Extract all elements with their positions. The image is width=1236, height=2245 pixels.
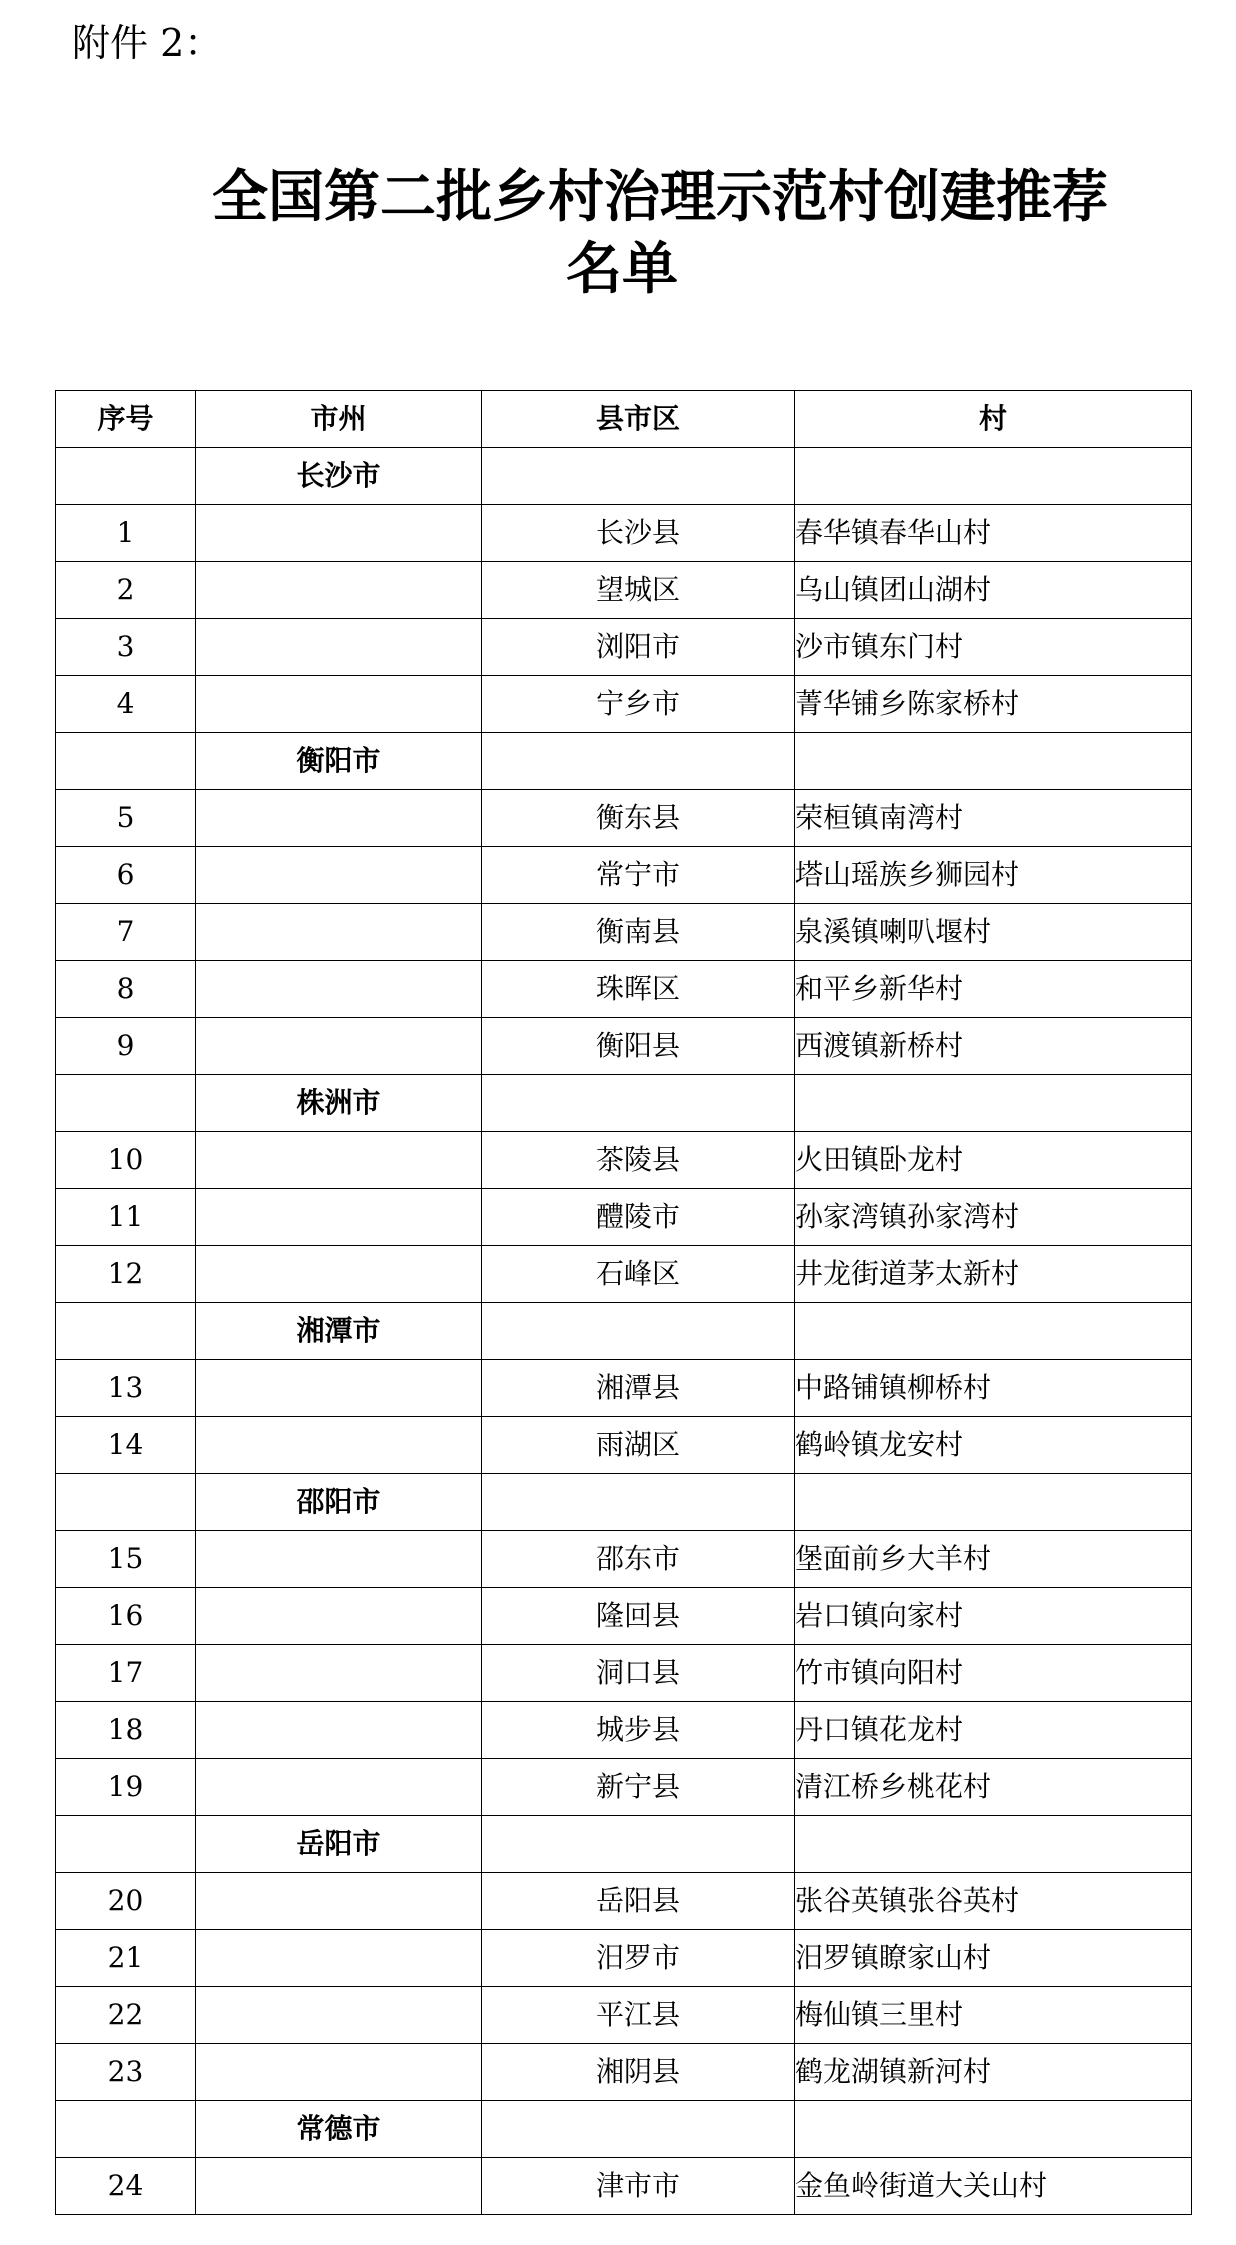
table-row	[56, 1873, 1192, 1930]
county-cell: 衡南县	[482, 904, 795, 961]
county-cell: 长沙县	[482, 505, 795, 562]
county-cell	[482, 1075, 795, 1132]
table-row	[56, 1759, 1192, 1816]
county-cell	[482, 448, 795, 505]
table-row	[56, 1645, 1192, 1702]
city-cell	[196, 1018, 482, 1075]
city-cell	[196, 676, 482, 733]
county-cell: 城步县	[482, 1702, 795, 1759]
seq-cell	[56, 1474, 196, 1531]
village-cell	[795, 733, 1192, 790]
village-cell: 鹤龙湖镇新河村	[795, 2044, 1192, 2101]
village-cell: 竹市镇向阳村	[795, 1645, 1192, 1702]
table-row	[56, 961, 1192, 1018]
city-cell	[196, 1246, 482, 1303]
county-cell	[482, 1816, 795, 1873]
county-cell: 醴陵市	[482, 1189, 795, 1246]
city-cell	[196, 1930, 482, 1987]
table-row	[56, 1018, 1192, 1075]
county-cell: 宁乡市	[482, 676, 795, 733]
county-cell	[482, 733, 795, 790]
city-cell	[196, 1360, 482, 1417]
village-cell: 荣桓镇南湾村	[795, 790, 1192, 847]
county-cell: 浏阳市	[482, 619, 795, 676]
village-cell: 梅仙镇三里村	[795, 1987, 1192, 2044]
table-header-row	[56, 391, 1192, 448]
city-cell: 株洲市	[196, 1075, 482, 1132]
city-cell	[196, 847, 482, 904]
county-cell	[482, 1474, 795, 1531]
village-cell	[795, 448, 1192, 505]
seq-cell: 14	[56, 1417, 196, 1474]
seq-cell: 1	[56, 505, 196, 562]
village-cell: 丹口镇花龙村	[795, 1702, 1192, 1759]
village-cell	[795, 1816, 1192, 1873]
seq-cell	[56, 733, 196, 790]
table-row	[56, 676, 1192, 733]
seq-cell: 19	[56, 1759, 196, 1816]
village-cell: 中路铺镇柳桥村	[795, 1360, 1192, 1417]
village-cell: 菁华铺乡陈家桥村	[795, 676, 1192, 733]
header-seq: 序号	[56, 391, 196, 448]
city-cell: 岳阳市	[196, 1816, 482, 1873]
title-line-1: 全国第二批乡村治理示范村创建推荐	[212, 165, 1108, 230]
county-cell: 珠晖区	[482, 961, 795, 1018]
city-cell	[196, 1987, 482, 2044]
city-cell: 长沙市	[196, 448, 482, 505]
seq-cell: 21	[56, 1930, 196, 1987]
table-row	[56, 1930, 1192, 1987]
city-group-row	[56, 733, 1192, 790]
village-cell: 泉溪镇喇叭堰村	[795, 904, 1192, 961]
village-cell: 张谷英镇张谷英村	[795, 1873, 1192, 1930]
village-cell: 和平乡新华村	[795, 961, 1192, 1018]
city-cell	[196, 1132, 482, 1189]
city-cell	[196, 1189, 482, 1246]
county-cell: 常宁市	[482, 847, 795, 904]
seq-cell: 18	[56, 1702, 196, 1759]
county-cell: 新宁县	[482, 1759, 795, 1816]
seq-cell: 17	[56, 1645, 196, 1702]
seq-cell: 13	[56, 1360, 196, 1417]
city-cell: 邵阳市	[196, 1474, 482, 1531]
county-cell	[482, 1303, 795, 1360]
city-cell	[196, 1645, 482, 1702]
city-group-row	[56, 1075, 1192, 1132]
seq-cell	[56, 448, 196, 505]
city-cell: 衡阳市	[196, 733, 482, 790]
city-cell	[196, 1702, 482, 1759]
village-cell	[795, 2101, 1192, 2158]
table-row	[56, 847, 1192, 904]
seq-cell: 4	[56, 676, 196, 733]
seq-cell	[56, 1303, 196, 1360]
county-cell: 平江县	[482, 1987, 795, 2044]
village-cell	[795, 1075, 1192, 1132]
city-cell	[196, 961, 482, 1018]
seq-cell: 8	[56, 961, 196, 1018]
city-cell	[196, 790, 482, 847]
city-group-row	[56, 2101, 1192, 2158]
city-cell: 湘潭市	[196, 1303, 482, 1360]
village-cell: 火田镇卧龙村	[795, 1132, 1192, 1189]
table-row	[56, 1189, 1192, 1246]
city-cell	[196, 1417, 482, 1474]
table-row	[56, 1588, 1192, 1645]
table-row	[56, 505, 1192, 562]
table-row	[56, 790, 1192, 847]
village-cell	[795, 1474, 1192, 1531]
county-cell	[482, 2101, 795, 2158]
title-line-2: 名单	[566, 237, 678, 302]
table-row	[56, 1987, 1192, 2044]
county-cell: 衡阳县	[482, 1018, 795, 1075]
city-cell	[196, 2044, 482, 2101]
seq-cell: 24	[56, 2158, 196, 2215]
city-group-row	[56, 448, 1192, 505]
county-cell: 湘潭县	[482, 1360, 795, 1417]
seq-cell: 3	[56, 619, 196, 676]
village-cell: 西渡镇新桥村	[795, 1018, 1192, 1075]
city-cell	[196, 562, 482, 619]
seq-cell: 7	[56, 904, 196, 961]
county-cell: 衡东县	[482, 790, 795, 847]
seq-cell: 6	[56, 847, 196, 904]
village-cell: 塔山瑶族乡狮园村	[795, 847, 1192, 904]
table-row	[56, 904, 1192, 961]
county-cell: 津市市	[482, 2158, 795, 2215]
seq-cell: 22	[56, 1987, 196, 2044]
city-cell	[196, 619, 482, 676]
village-cell: 乌山镇团山湖村	[795, 562, 1192, 619]
village-cell: 金鱼岭街道大关山村	[795, 2158, 1192, 2215]
village-cell: 清江桥乡桃花村	[795, 1759, 1192, 1816]
table-row	[56, 1702, 1192, 1759]
county-cell: 洞口县	[482, 1645, 795, 1702]
seq-cell: 23	[56, 2044, 196, 2101]
table-body	[56, 448, 1192, 2215]
seq-cell: 5	[56, 790, 196, 847]
seq-cell	[56, 1816, 196, 1873]
seq-cell: 15	[56, 1531, 196, 1588]
header-county: 县市区	[482, 391, 795, 448]
village-cell: 鹤岭镇龙安村	[795, 1417, 1192, 1474]
city-group-row	[56, 1474, 1192, 1531]
city-cell	[196, 1588, 482, 1645]
village-cell: 春华镇春华山村	[795, 505, 1192, 562]
seq-cell: 10	[56, 1132, 196, 1189]
table-row	[56, 2044, 1192, 2101]
seq-cell: 11	[56, 1189, 196, 1246]
seq-cell	[56, 2101, 196, 2158]
village-cell	[795, 1303, 1192, 1360]
city-group-row	[56, 1303, 1192, 1360]
table-row	[56, 1360, 1192, 1417]
village-cell: 堡面前乡大羊村	[795, 1531, 1192, 1588]
header-village: 村	[795, 391, 1192, 448]
seq-cell: 12	[56, 1246, 196, 1303]
table-row	[56, 619, 1192, 676]
city-group-row	[56, 1816, 1192, 1873]
city-cell	[196, 1759, 482, 1816]
village-cell: 汨罗镇瞭家山村	[795, 1930, 1192, 1987]
village-cell: 井龙街道茅太新村	[795, 1246, 1192, 1303]
village-cell: 孙家湾镇孙家湾村	[795, 1189, 1192, 1246]
county-cell: 望城区	[482, 562, 795, 619]
header-city: 市州	[196, 391, 482, 448]
county-cell: 邵东市	[482, 1531, 795, 1588]
seq-cell: 16	[56, 1588, 196, 1645]
table-row	[56, 1417, 1192, 1474]
county-cell: 隆回县	[482, 1588, 795, 1645]
seq-cell: 2	[56, 562, 196, 619]
table-row	[56, 2158, 1192, 2215]
table-row	[56, 1246, 1192, 1303]
county-cell: 湘阴县	[482, 2044, 795, 2101]
county-cell: 石峰区	[482, 1246, 795, 1303]
seq-cell: 20	[56, 1873, 196, 1930]
village-cell: 岩口镇向家村	[795, 1588, 1192, 1645]
city-cell	[196, 2158, 482, 2215]
seq-cell	[56, 1075, 196, 1132]
village-cell: 沙市镇东门村	[795, 619, 1192, 676]
county-cell: 茶陵县	[482, 1132, 795, 1189]
city-cell	[196, 505, 482, 562]
table-row	[56, 1531, 1192, 1588]
county-cell: 雨湖区	[482, 1417, 795, 1474]
city-cell: 常德市	[196, 2101, 482, 2158]
city-cell	[196, 1873, 482, 1930]
table-row	[56, 1132, 1192, 1189]
county-cell: 汨罗市	[482, 1930, 795, 1987]
attachment-label: 附件 2：	[72, 21, 223, 65]
county-cell: 岳阳县	[482, 1873, 795, 1930]
city-cell	[196, 904, 482, 961]
table-row	[56, 562, 1192, 619]
recommendation-table	[55, 390, 1192, 2215]
city-cell	[196, 1531, 482, 1588]
seq-cell: 9	[56, 1018, 196, 1075]
